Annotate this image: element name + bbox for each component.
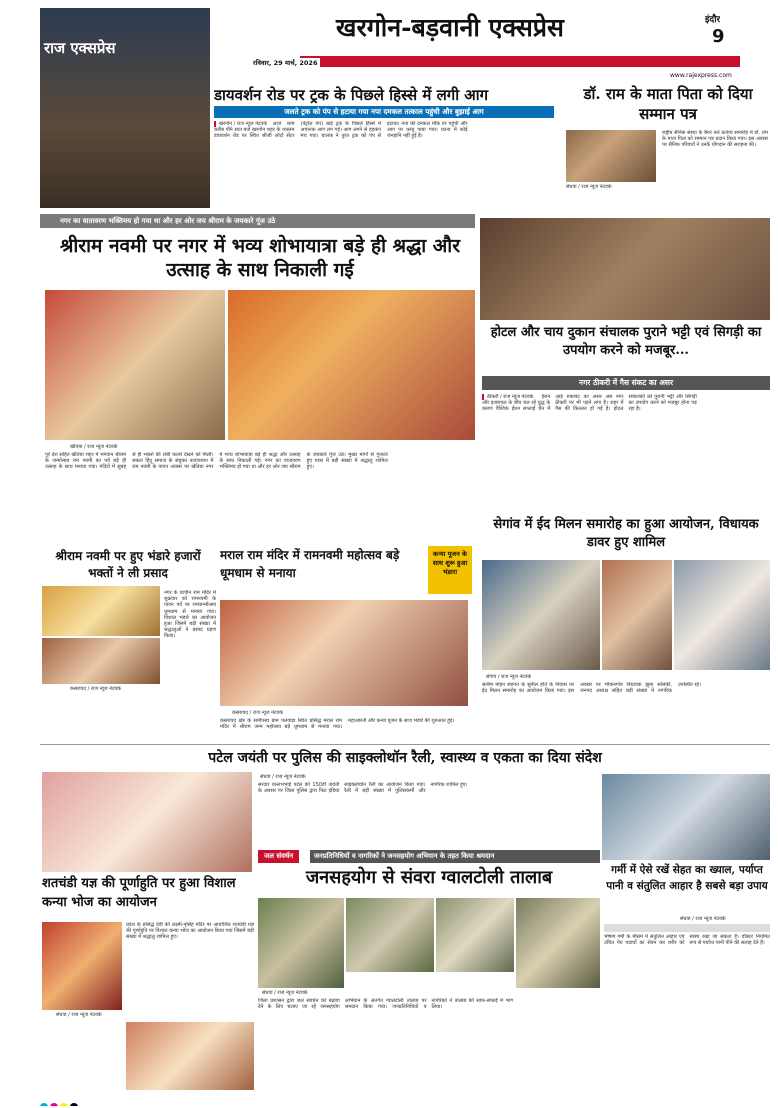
story10-byline: सेंधवा / राज न्यूज नेटवर्क [56,1012,102,1018]
story6-photo-1 [42,586,160,636]
story7-label: कन्या पूजन के साथ शुरू हुआ भंडारा [428,546,472,594]
story1-headline: डायवर्शन रोड पर ट्रक के पिछले हिस्से में लगी आग [214,86,489,104]
story2-photo [566,130,656,182]
story5-photo-right [674,560,770,670]
story11-text: जिला प्रशासन द्वारा जल संवर्धन को बढ़ावा देने के लिए चलाए जा रहे जनसहयोग अभियान के अंतर्गत ग्वालटोली तालाब पर श्रमदान किया गया। जनप्रतिनिधियों व नागरिकों ने तालाब की साफ-सफाई में भाग लिया। [258,998,514,1011]
story2-byline: सेंधवा / राज न्यूज नेटवर्क [566,184,612,190]
story11-label: जल संवर्धन [258,850,299,863]
story10-photo-bottom [126,1022,254,1090]
page-number: 9 [712,26,725,47]
story3-headline: श्रीराम नवमी पर नगर में भव्य शोभायात्रा बड़े ही श्रद्धा और उत्साह के साथ निकाली गई [59,235,461,281]
corner-logo: राज एक्सप्रेस [44,39,116,57]
story8-headline: पटेल जयंती पर पुलिस की साइक्लोथॉन रैली, स्वास्थ्य व एकता का दिया संदेश [208,750,602,766]
story9-headline: गर्मी में ऐसे रखें सेहत का ख्याल, पर्याप्त पानी व संतुलित आहार है सबसे बड़ा उपाय [606,864,768,892]
story11-photo-2 [346,898,434,972]
story11-byline: सेंधवा / राज न्यूज नेटवर्क [262,990,308,996]
story4-kicker: नगर ठीकरी में गैस संकट का असर [482,376,770,390]
story10-headline: शतचंडी यज्ञ की पूर्णाहुति पर हुआ विशाल कन्या भोज का आयोजन [42,876,236,910]
story5-text: सलीम मोहन स्वागत के सुनील होते के निवास पर ईद मिलन समारोह का आयोजन किया गया। इस अवसर पर भीकनगांव विधायक झूमा सोलंकी, जनपद अध्यक्ष सहित बड़ी संख्या में नागरिक उपस्थित रहे। [482,682,701,695]
story3-photo-main [45,290,225,440]
story2-text: राष्ट्रीय सैनिक संस्था के बैनर तले कर्तव्य समारोह में डॉ. राम के माता पिता को सम्मान पत्र प्रदान किया गया। इस अवसर पर सैनिक परिवारों ने उनके योगदान की सराहना की। [662,130,768,149]
story9-photo [604,924,770,932]
story7-headline: मराल राम मंदिर में रामनवमी महोत्सव बड़े धूमधाम से मनाया [220,548,400,580]
masthead-bar [300,56,740,67]
story10-text: प्रदेश के प्रसिद्ध देवी की लक्ष्मी-नृसिंह मंदिर पर आयोजित शतचंडी यज्ञ की पूर्णाहुति पर विशाल कन्या भोज का आयोजन किया गया जिसमें बड़ी संख्या में श्रद्धालु शामिल हुए। [126,922,254,941]
story3-photo-right [228,290,475,440]
story8-rule [40,744,770,745]
story3-byline: खेतिया / राज न्यूज नेटवर्क [70,444,118,450]
masthead-date: रविवार, 29 मार्च, 2026 [250,58,320,67]
story4-text: ठीकरी / राज न्यूज नेटवर्क ईरान और इजरायल के बीच चल रहे युद्ध के कारण वैश्विक ईंधन सप्लाई चेन में आई रुकावट का असर अब नगर ठीकरी पर भी पड़ने लगा है। शहर में गैस की किल्लत हो गई है। होटल संचालकों को पुरानी भट्टी और सिगड़ी का उपयोग करने को मजबूर होना पड़ रहा है। [482,394,697,413]
story4-byline: ठीकरी / राज न्यूज नेटवर्क [482,394,533,400]
story5-byline: सेगांव / राज न्यूज नेटवर्क [486,674,532,680]
story9-byline: सेंधवा / राज न्यूज नेटवर्क [680,916,726,922]
story8-photo-left [42,772,252,872]
corner-photo [40,8,210,208]
masthead-title: खरगोन-बड़वानी एक्सप्रेस [336,13,564,42]
story6-headline: श्रीराम नवमी पर हुए भंडारे हजारों भक्तों ने ली प्रसाद [55,549,201,580]
story6-text: नगर के प्राचीन राम मंदिर में शुक्रवार को रामनवमी के पावन पर्व पर रामजन्मोत्सव धूमधाम से मनाया गया। विशाल भंडारे का आयोजन हुआ जिसमें बड़ी संख्या में श्रद्धालुओं ने प्रसाद ग्रहण किया। [164,590,216,640]
story6-photo-2 [42,638,160,684]
story5-headline: सेगांव में ईद मिलन समारोह का हुआ आयोजन, विधायक डावर हुए शामिल [493,517,759,550]
story11-kicker: जनप्रतिनिधियों व नागरिकों ने जनसहयोग अभियान के तहत किया श्रमदान [310,850,600,863]
story7-text: कसरावद क्षेत्र के समीपस्थ ग्राम पलवाड़ा स्थित प्रसिद्ध मराल राम मंदिर में श्रीराम जन्म महोत्सव बड़े धूमधाम से मनाया गया। महाआरती और कन्या पूजन के साथ भंडारे की शुरुआत हुई। [220,718,455,731]
story8-byline: सेंधवा / राज न्यूज नेटवर्क [260,774,306,780]
story1-byline: खरगोन / राज न्यूज नेटवर्क [214,121,267,127]
story9-text: भीषण गर्मी के मौसम में संतुलित आहार एवं उचित पेय पदार्थों का सेवन कर शरीर को स्वस्थ रखा जा सकता है। डॉक्टर नियमित रूप से पर्याप्त पानी पीने की सलाह देते हैं। [604,934,770,947]
registration-marks [40,1096,770,1106]
story2-headline: डॉ. राम के माता पिता को दिया सम्मान पत्र [583,85,753,123]
website: www.rajexpress.com [670,72,732,79]
story8-photo-right [602,774,770,860]
story7-photo [220,600,468,706]
story10-photo [42,922,122,1010]
masthead-city: इंदौर [705,15,721,25]
story8-text: सरदार वल्लभभाई पटेल की 150वीं जयंती के अवसर पर जिला पुलिस द्वारा फिट इंडिया साइक्लोथॉन रैली का आयोजन किया गया। रैली में बड़ी संख्या में पुलिसकर्मी और नागरिक शामिल हुए। [258,782,468,795]
story3-kicker: नगर का वातावरण भक्तिमय हो गया था और हर ओर जय श्रीराम के जयकारे गूंज उठे [40,214,475,228]
story1-subhead: जलते ट्रक को पंप से हटाया गया नपा दमकल तत्काल पहुंची और बुझाई आग [214,106,554,118]
story3-text: पूरे देश सहित खेतिया शहर में भगवान श्रीराम के जन्मोत्सव राम नवमी का पर्व बड़े ही उत्साह के साथ मनाया गया। मंदिरों में सुबह से ही भक्तों की लंबी कतारें देखने को मिलीं। सकल हिंदू समाज के संयुक्त तत्वावधान में राम नवमी के पावन अवसर पर खेतिया नगर में भव्य शोभायात्रा बड़े ही श्रद्धा और उत्साह के साथ निकाली गई। नगर का वातावरण भक्तिमय हो गया था और हर ओर जय श्रीराम के जयकारे गूंज उठे। मुख्य मार्गों से गुजरते हुए यात्रा में बड़ी संख्या में श्रद्धालु शामिल हुए। [45,452,388,471]
story4-photo [480,218,770,320]
story7-byline: कसरावद / राज न्यूज नेटवर्क [232,710,284,716]
story4-headline: होटल और चाय दुकान संचालक पुराने भट्टी एवं सिगड़ी का उपयोग करने को मजबूर... [490,325,762,358]
story5-photo-mid [602,560,672,670]
story6-byline: कसरावद / राज न्यूज नेटवर्क [70,686,122,692]
story11-headline: जनसहयोग से संवरा ग्वालटोली तालाब [305,867,553,888]
story11-photo-3 [436,898,514,972]
story11-photo-1 [258,898,344,988]
story5-photo-left [482,560,600,670]
story1-text: खरगोन / राज न्यूज नेटवर्क आज शाम करीब पौने सात बजे खरगोन शहर के व्यस्तम डायवर्शन रोड पर स्थित श्रीजी ऑटो सेंटर (पेट्रोल पंप) खड़े ट्रक के पिछले हिस्से में अचानक आग लग गई। आग लगने से हड़कंप मच गया। चालक ने तुरंत ट्रक को पंप से हटाया। नपा की दमकल मौके पर पहुंची और आग पर काबू पाया गया। घटना में कोई जनहानि नहीं हुई है। [214,121,468,140]
story11-photo-4 [516,898,600,988]
